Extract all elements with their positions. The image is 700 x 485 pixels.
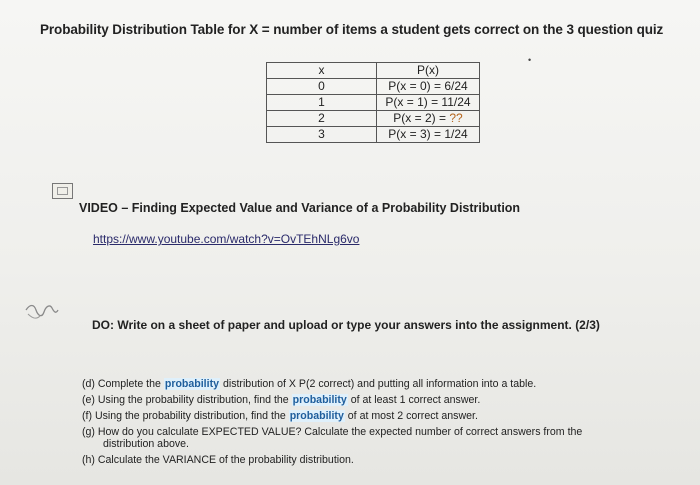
cell-px	[377, 111, 480, 127]
cell-x: 0	[267, 79, 377, 95]
highlight-probability: probability	[289, 410, 344, 422]
cell-px: P(x = 0) = 6/24	[377, 79, 480, 95]
unknown-value: ??	[449, 111, 463, 125]
video-title: VIDEO – Finding Expected Value and Variance of a Probability Distribution	[79, 201, 521, 215]
page-title: Probability Distribution Table for X = number of items a student gets correct on the 3 question quiz	[40, 22, 664, 37]
question-f-post: of at most 2 correct answer.	[344, 410, 478, 422]
question-g: (g) How do you calculate EXPECTED VALUE? Calculate the expected number of correct answers from the	[82, 426, 583, 438]
video-icon[interactable]	[52, 183, 73, 199]
question-e-pre: (e) Using the probability distribution, find the	[82, 394, 292, 406]
header-x: x	[267, 63, 377, 79]
cell-px-prefix: P(x = 2) =	[393, 111, 450, 125]
question-e	[82, 394, 480, 406]
question-f	[82, 410, 478, 422]
question-d	[82, 378, 536, 390]
bullet-mark: •	[528, 55, 532, 65]
cell-x: 2	[267, 111, 377, 127]
cell-x: 1	[267, 95, 377, 111]
do-instructions: DO: Write on a sheet of paper and upload or type your answers into the assignment. (2/3)	[92, 318, 600, 332]
handwritten-mark-icon	[22, 294, 66, 324]
question-g-continued: distribution above.	[103, 438, 189, 450]
question-h: (h) Calculate the VARIANCE of the probability distribution.	[82, 454, 354, 466]
question-d-pre: (d) Complete the	[82, 378, 164, 390]
table-row	[267, 127, 480, 143]
cell-px: P(x = 3) = 1/24	[377, 127, 480, 143]
table-row	[267, 111, 480, 127]
table-header-row	[267, 63, 480, 79]
cell-px: P(x = 1) = 11/24	[377, 95, 480, 111]
table-row	[267, 95, 480, 111]
cell-x: 3	[267, 127, 377, 143]
highlight-probability: probability	[292, 394, 347, 406]
question-d-post: distribution of X P(2 correct) and putting all information into a table.	[220, 378, 537, 390]
video-link[interactable]: https://www.youtube.com/watch?v=OvTEhNLg6vo	[93, 232, 360, 246]
table-row	[267, 79, 480, 95]
probability-table	[266, 62, 480, 143]
header-px: P(x)	[377, 63, 480, 79]
highlight-probability: probability	[164, 378, 219, 390]
question-f-pre: (f) Using the probability distribution, find the	[82, 410, 289, 422]
question-e-post: of at least 1 correct answer.	[347, 394, 481, 406]
